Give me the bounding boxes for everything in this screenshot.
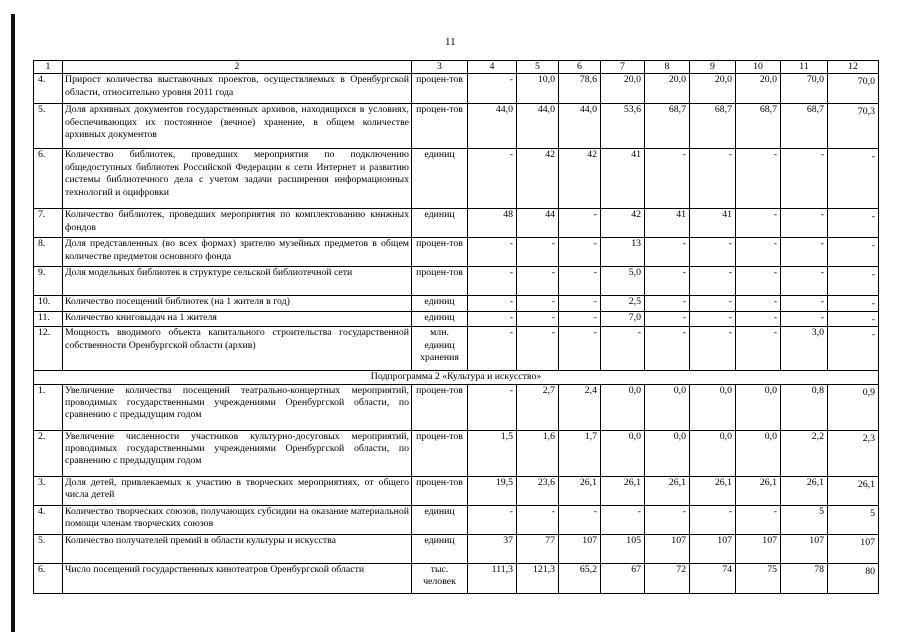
- value-col-7: 2,5: [601, 296, 645, 311]
- value-col-5: -: [517, 311, 559, 326]
- column-header-5: 5: [517, 61, 559, 74]
- value-col-9: -: [690, 505, 736, 534]
- unit-of-measure: процен-тов: [412, 104, 468, 149]
- table-row: [34, 74, 879, 104]
- value-col-12: -: [828, 209, 879, 238]
- column-header-4: 4: [468, 61, 517, 74]
- value-col-4: -: [468, 384, 517, 430]
- value-col-6: -: [559, 238, 601, 267]
- value-col-4: 37: [468, 534, 517, 563]
- value-col-9: 26,1: [690, 476, 736, 505]
- value-col-6: 44,0: [559, 104, 601, 149]
- value-col-7: 0,0: [601, 384, 645, 430]
- column-header-10: 10: [736, 61, 781, 74]
- value-col-10: 68,7: [736, 104, 781, 149]
- unit-of-measure: процен-тов: [412, 430, 468, 476]
- value-col-5: -: [517, 505, 559, 534]
- indicator-name: Доля детей, привлекаемых к участию в творческих мероприятиях, от общего числа детей: [63, 476, 412, 505]
- value-col-4: -: [468, 238, 517, 267]
- table-row: [34, 311, 879, 326]
- row-number: 5.: [34, 104, 63, 149]
- value-col-12: 70,0: [828, 74, 879, 104]
- value-col-11: 3,0: [781, 327, 828, 371]
- row-number: 1.: [34, 384, 63, 430]
- value-col-7: 20,0: [601, 74, 645, 104]
- column-header-1: 1: [34, 61, 63, 74]
- value-col-7: 41: [601, 149, 645, 209]
- unit-of-measure: тыс. человек: [412, 563, 468, 593]
- indicator-name: Количество творческих союзов, получающих субсидии на оказание материальной помощи членам творческих союзов: [63, 505, 412, 534]
- section-row: [34, 371, 879, 384]
- value-col-4: -: [468, 311, 517, 326]
- value-col-5: 121,3: [517, 563, 559, 593]
- value-col-9: 0,0: [690, 430, 736, 476]
- value-col-7: 26,1: [601, 476, 645, 505]
- value-col-10: 0,0: [736, 430, 781, 476]
- unit-of-measure: единиц: [412, 534, 468, 563]
- value-col-7: 7,0: [601, 311, 645, 326]
- value-col-10: 26,1: [736, 476, 781, 505]
- row-number: 8.: [34, 238, 63, 267]
- value-col-8: -: [645, 296, 690, 311]
- value-col-5: 23,6: [517, 476, 559, 505]
- indicator-name: Увеличение численности участников культурно-досуговых мероприятий, проводимых государственными учреждениями Оренбургской области, по сравнению с предыдущим годом: [63, 430, 412, 476]
- indicator-name: Количество посещений библиотек (на 1 жителя в год): [63, 296, 412, 311]
- value-col-7: 5,0: [601, 267, 645, 296]
- value-col-7: 13: [601, 238, 645, 267]
- row-number: 2.: [34, 430, 63, 476]
- table-row: [34, 563, 879, 593]
- value-col-5: -: [517, 238, 559, 267]
- value-col-6: -: [559, 311, 601, 326]
- value-col-6: 42: [559, 149, 601, 209]
- value-col-12: 0,9: [828, 384, 879, 430]
- indicator-name: Число посещений государственных кинотеатров Оренбургской области: [63, 563, 412, 593]
- value-col-11: 68,7: [781, 104, 828, 149]
- value-col-6: 65,2: [559, 563, 601, 593]
- value-col-11: 2,2: [781, 430, 828, 476]
- value-col-6: -: [559, 327, 601, 371]
- value-col-12: -: [828, 149, 879, 209]
- table-header-row: [34, 61, 879, 74]
- unit-of-measure: единиц: [412, 149, 468, 209]
- value-col-4: -: [468, 267, 517, 296]
- value-col-5: 44: [517, 209, 559, 238]
- value-col-9: -: [690, 267, 736, 296]
- value-col-11: -: [781, 311, 828, 326]
- value-col-4: 19,5: [468, 476, 517, 505]
- value-col-6: -: [559, 505, 601, 534]
- value-col-8: -: [645, 149, 690, 209]
- value-col-9: 68,7: [690, 104, 736, 149]
- row-number: 5.: [34, 534, 63, 563]
- value-col-7: -: [601, 327, 645, 371]
- value-col-9: 107: [690, 534, 736, 563]
- row-number: 6.: [34, 149, 63, 209]
- value-col-11: -: [781, 296, 828, 311]
- value-col-7: 53,6: [601, 104, 645, 149]
- value-col-8: 0,0: [645, 384, 690, 430]
- value-col-5: -: [517, 327, 559, 371]
- indicator-name: Доля архивных документов государственных архивов, находящихся в условиях, обеспечивающих их постоянное (вечное) хранение, в общем количестве архивных документов: [63, 104, 412, 149]
- value-col-10: -: [736, 296, 781, 311]
- unit-of-measure: процен-тов: [412, 238, 468, 267]
- value-col-9: -: [690, 327, 736, 371]
- row-number: 11.: [34, 311, 63, 326]
- value-col-4: -: [468, 74, 517, 104]
- table-row: [34, 327, 879, 371]
- value-col-6: -: [559, 267, 601, 296]
- value-col-6: 1,7: [559, 430, 601, 476]
- section-title: Подпрограмма 2 «Культура и искусство»: [34, 371, 879, 384]
- page-number: 11: [445, 36, 456, 48]
- value-col-8: -: [645, 311, 690, 326]
- value-col-12: 26,1: [828, 476, 879, 505]
- column-header-3: 3: [412, 61, 468, 74]
- value-col-6: -: [559, 296, 601, 311]
- value-col-11: 78: [781, 563, 828, 593]
- value-col-10: 75: [736, 563, 781, 593]
- indicator-name: Количество книговыдач на 1 жителя: [63, 311, 412, 326]
- table-row: [34, 505, 879, 534]
- value-col-9: 0,0: [690, 384, 736, 430]
- table-row: [34, 267, 879, 296]
- value-col-4: -: [468, 505, 517, 534]
- value-col-5: 77: [517, 534, 559, 563]
- value-col-10: 0,0: [736, 384, 781, 430]
- value-col-12: -: [828, 311, 879, 326]
- value-col-9: -: [690, 311, 736, 326]
- row-number: 4.: [34, 505, 63, 534]
- value-col-12: -: [828, 296, 879, 311]
- indicator-name: Количество библиотек, проведших мероприятия по подключению общедоступных библиотек Российской Федерации к сети Интернет и развитию системы библиотечного дела с учетом задачи расширения информационных технологий и оцифровки: [63, 149, 412, 209]
- unit-of-measure: единиц: [412, 505, 468, 534]
- value-col-10: -: [736, 505, 781, 534]
- unit-of-measure: единиц: [412, 296, 468, 311]
- column-header-12: 12: [828, 61, 879, 74]
- unit-of-measure: процен-тов: [412, 74, 468, 104]
- value-col-8: 20,0: [645, 74, 690, 104]
- row-number: 7.: [34, 209, 63, 238]
- value-col-6: 78,6: [559, 74, 601, 104]
- value-col-8: -: [645, 327, 690, 371]
- value-col-9: -: [690, 238, 736, 267]
- indicators-table: [33, 60, 879, 594]
- value-col-8: 26,1: [645, 476, 690, 505]
- value-col-8: 68,7: [645, 104, 690, 149]
- indicator-name: Доля представленных (во всех формах) зрителю музейных предметов в общем количестве предметов основного фонда: [63, 238, 412, 267]
- table-row: [34, 238, 879, 267]
- indicator-name: Увеличение количества посещений театрально-концертных мероприятий, проводимых государственными учреждениями Оренбургской области, по сравнению с предыдущим годом: [63, 384, 412, 430]
- value-col-6: 26,1: [559, 476, 601, 505]
- column-header-11: 11: [781, 61, 828, 74]
- value-col-5: 42: [517, 149, 559, 209]
- table-row: [34, 534, 879, 563]
- value-col-4: 48: [468, 209, 517, 238]
- row-number: 10.: [34, 296, 63, 311]
- value-col-7: -: [601, 505, 645, 534]
- indicator-name: Доля модельных библиотек в структуре сельской библиотечной сети: [63, 267, 412, 296]
- value-col-8: -: [645, 267, 690, 296]
- value-col-11: 70,0: [781, 74, 828, 104]
- table-row: [34, 296, 879, 311]
- value-col-5: 10,0: [517, 74, 559, 104]
- value-col-12: 2,3: [828, 430, 879, 476]
- column-header-6: 6: [559, 61, 601, 74]
- row-number: 12.: [34, 327, 63, 371]
- value-col-12: 80: [828, 563, 879, 593]
- value-col-9: 20,0: [690, 74, 736, 104]
- value-col-4: -: [468, 149, 517, 209]
- value-col-8: 107: [645, 534, 690, 563]
- value-col-11: -: [781, 209, 828, 238]
- value-col-4: 44,0: [468, 104, 517, 149]
- unit-of-measure: процен-тов: [412, 267, 468, 296]
- column-header-9: 9: [690, 61, 736, 74]
- row-number: 4.: [34, 74, 63, 104]
- value-col-12: 5: [828, 505, 879, 534]
- value-col-10: -: [736, 311, 781, 326]
- value-col-9: -: [690, 149, 736, 209]
- value-col-6: -: [559, 209, 601, 238]
- indicator-name: Количество получателей премий в области культуры и искусства: [63, 534, 412, 563]
- row-number: 6.: [34, 563, 63, 593]
- unit-of-measure: процен-тов: [412, 384, 468, 430]
- table-row: [34, 104, 879, 149]
- column-header-7: 7: [601, 61, 645, 74]
- value-col-11: 26,1: [781, 476, 828, 505]
- value-col-9: 41: [690, 209, 736, 238]
- value-col-5: 44,0: [517, 104, 559, 149]
- table-row: [34, 430, 879, 476]
- value-col-6: 107: [559, 534, 601, 563]
- value-col-11: -: [781, 267, 828, 296]
- table-row: [34, 149, 879, 209]
- value-col-12: -: [828, 327, 879, 371]
- value-col-7: 105: [601, 534, 645, 563]
- value-col-12: 107: [828, 534, 879, 563]
- value-col-4: 1,5: [468, 430, 517, 476]
- indicator-name: Количество библиотек, проведших мероприятия по комплектованию книжных фондов: [63, 209, 412, 238]
- table-row: [34, 209, 879, 238]
- value-col-11: 107: [781, 534, 828, 563]
- value-col-8: -: [645, 505, 690, 534]
- value-col-8: 72: [645, 563, 690, 593]
- column-header-8: 8: [645, 61, 690, 74]
- value-col-7: 42: [601, 209, 645, 238]
- value-col-7: 0,0: [601, 430, 645, 476]
- value-col-12: 70,3: [828, 104, 879, 149]
- value-col-10: 20,0: [736, 74, 781, 104]
- value-col-12: -: [828, 238, 879, 267]
- value-col-9: 74: [690, 563, 736, 593]
- unit-of-measure: млн. единиц хранения: [412, 327, 468, 371]
- value-col-8: 41: [645, 209, 690, 238]
- indicator-name: Мощность вводимого объекта капитального строительства государственной собственности Оренбургской области (архив): [63, 327, 412, 371]
- value-col-4: -: [468, 327, 517, 371]
- value-col-5: -: [517, 267, 559, 296]
- value-col-9: -: [690, 296, 736, 311]
- value-col-4: 111,3: [468, 563, 517, 593]
- value-col-8: -: [645, 238, 690, 267]
- value-col-5: -: [517, 296, 559, 311]
- value-col-10: -: [736, 267, 781, 296]
- value-col-11: -: [781, 149, 828, 209]
- value-col-6: 2,4: [559, 384, 601, 430]
- value-col-10: -: [736, 327, 781, 371]
- unit-of-measure: единиц: [412, 209, 468, 238]
- unit-of-measure: единиц: [412, 311, 468, 326]
- value-col-10: -: [736, 209, 781, 238]
- column-header-2: 2: [63, 61, 412, 74]
- value-col-7: 67: [601, 563, 645, 593]
- value-col-5: 1,6: [517, 430, 559, 476]
- value-col-11: 5: [781, 505, 828, 534]
- value-col-10: -: [736, 238, 781, 267]
- value-col-11: -: [781, 238, 828, 267]
- table-row: [34, 476, 879, 505]
- row-number: 3.: [34, 476, 63, 505]
- value-col-10: -: [736, 149, 781, 209]
- scan-margin-bar: [11, 14, 15, 632]
- value-col-4: -: [468, 296, 517, 311]
- value-col-5: 2,7: [517, 384, 559, 430]
- indicator-name: Прирост количества выставочных проектов, осуществляемых в Оренбургской области, относительно уровня 2011 года: [63, 74, 412, 104]
- value-col-12: -: [828, 267, 879, 296]
- unit-of-measure: процен-тов: [412, 476, 468, 505]
- value-col-10: 107: [736, 534, 781, 563]
- value-col-11: 0,8: [781, 384, 828, 430]
- row-number: 9.: [34, 267, 63, 296]
- value-col-8: 0,0: [645, 430, 690, 476]
- table-row: [34, 384, 879, 430]
